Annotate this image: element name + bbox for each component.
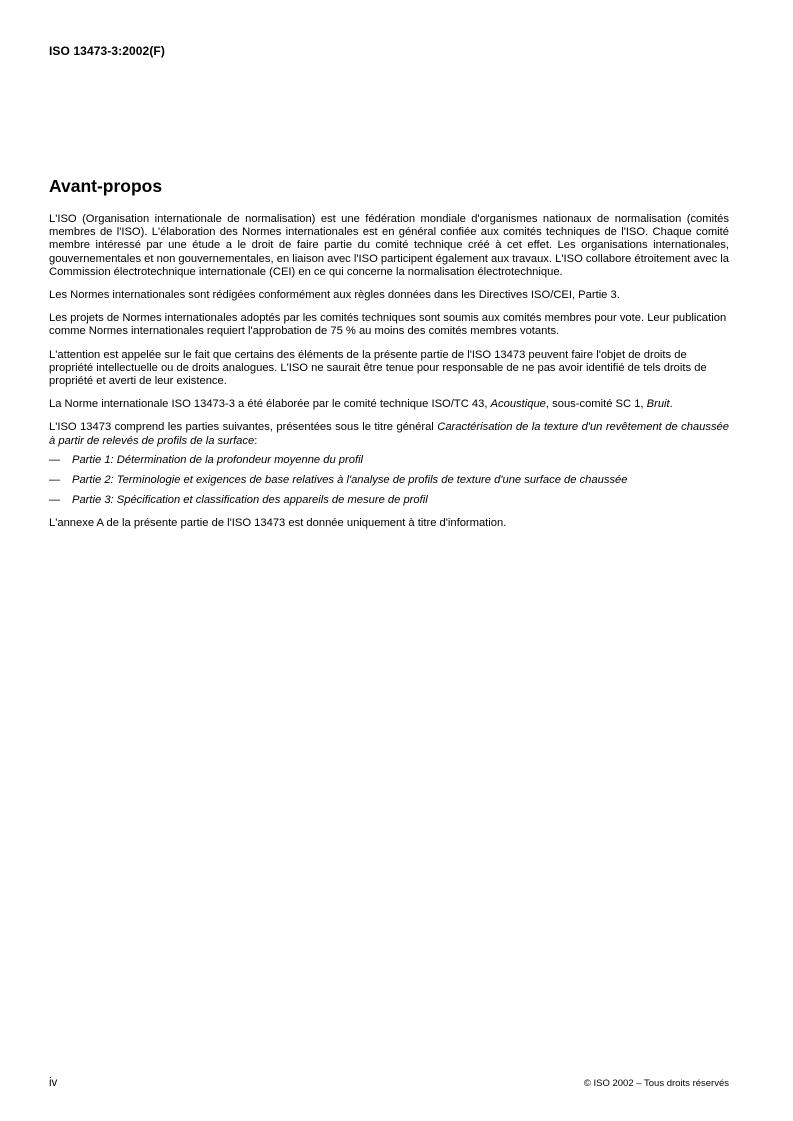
- subcommittee-name: Bruit: [646, 398, 670, 411]
- copyright-notice: © ISO 2002 – Tous droits réservés: [583, 1078, 729, 1089]
- document-id: ISO 13473-3:2002(F): [49, 44, 165, 58]
- part-1-label: Partie 1: Détermination de la profondeur moyenne du profil: [72, 453, 364, 466]
- paragraph-voting: Les projets de Normes internationales adoptés par les comités techniques sont soumis aux comités membres pour vote. Leur publication comme Normes internationales requiert l'approbation de 75 % au moins des comités membres votants.: [49, 312, 727, 338]
- list-item: [49, 454, 729, 467]
- paragraph-drafting-rules: Les Normes internationales sont rédigées conformément aux règles données dans les Directives ISO/CEI, Partie 3.: [49, 289, 620, 302]
- part-2-label: Partie 2: Terminologie et exigences de base relatives à l'analyse de profils de texture d'une surface de chaussée: [72, 474, 628, 487]
- parts-intro-colon: :: [254, 434, 258, 447]
- dash-bullet: —: [49, 453, 61, 466]
- page-number: iv: [49, 1077, 58, 1089]
- committee-text-after: .: [669, 398, 673, 411]
- technical-committee-name: Acoustique: [490, 398, 546, 411]
- list-item: [49, 474, 729, 487]
- paragraph-annex-note: L'annexe A de la présente partie de l'ISO 13473 est donnée uniquement à titre d'information.: [49, 517, 507, 530]
- dash-bullet: —: [49, 494, 61, 507]
- part-3-label: Partie 3: Spécification et classification des appareils de mesure de profil: [72, 494, 428, 507]
- paragraph-committee: [49, 398, 729, 411]
- paragraph-patent-rights: L'attention est appelée sur le fait que certains des éléments de la présente partie de l'ISO 13473 peuvent faire l'objet de droits de propriété intellectuelle ou de droits analogues. L'ISO ne saurait être tenue pour responsable de ne pas avoir identifié de tels droits de propriété et averti de leur existence.: [49, 348, 707, 388]
- committee-text-before: La Norme internationale ISO 13473-3 a été élaborée par le comité technique ISO/TC 43,: [49, 398, 491, 411]
- general-title: Caractérisation de la texture d'un revêtement de chaussée à partir de relevés de profils de la surface: [49, 421, 729, 447]
- list-item: [49, 494, 729, 507]
- paragraph-parts-intro: [49, 421, 729, 447]
- dash-bullet: —: [49, 474, 61, 487]
- parts-list: [49, 454, 729, 508]
- foreword-section: [49, 176, 729, 541]
- parts-intro-text: L'ISO 13473 comprend les parties suivantes, présentées sous le titre général: [49, 421, 438, 434]
- committee-text-middle: , sous-comité SC 1,: [545, 398, 647, 411]
- paragraph-iso-organisation: L'ISO (Organisation internationale de normalisation) est une fédération mondiale d'organismes nationaux de normalisation (comités membres de l'ISO). L'élaboration des Normes internationales est en général confiée aux comités techniques de l'ISO. Chaque comité membre intéressé par une étude a le droit de faire partie du comité technique créé à cet effet. Les organisations internationales, gouvernementales et non gouvernementales, en liaison avec l'ISO participent également aux travaux. L'ISO collabore étroitement avec la Commission électrotechnique internationale (CEI) en ce qui concerne la normalisation électrotechnique.: [49, 213, 729, 278]
- section-title: Avant-propos: [49, 176, 163, 196]
